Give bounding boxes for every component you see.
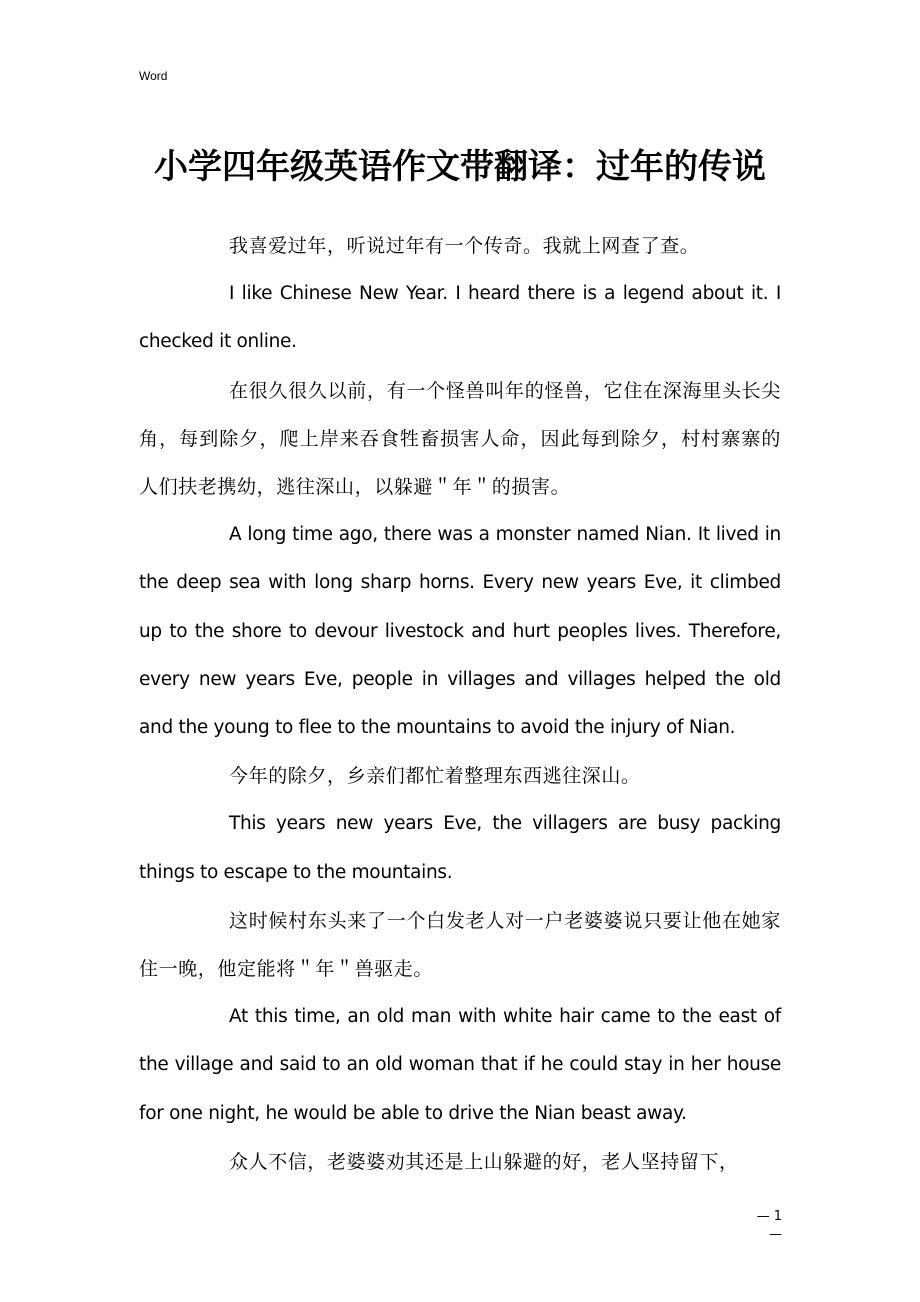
paragraph-zh-3: 今年的除夕，乡亲们都忙着整理东西逃往深山。 <box>229 765 641 788</box>
paragraph-zh-4: 这时候村东头来了一个白发老人对一户老婆婆说只要让他在她家住一晚，他定能将＂年＂兽驱走。 <box>139 909 781 981</box>
document-body <box>139 222 781 1186</box>
paragraph-en-4: At this time, an old man with white hair came to the east of the village and said to an old woman that if he could stay in her house for one night, he would be able to drive the Nian beast away. <box>139 1006 781 1124</box>
paragraph-en-2: A long time ago, there was a monster named Nian. It lived in the deep sea with long sharp horns. Every new years Eve, it climbed up to the shore to devour livestock and hurt peoples lives. Therefore, every new years Eve, people in villages and villages helped the old and the young to flee to the mountains to avoid the injury of Nian. <box>139 524 781 739</box>
paragraph-zh-5: 众人不信，老婆婆劝其还是上山躲避的好，老人坚持留下， <box>229 1150 739 1173</box>
paragraph-en-1: I like Chinese New Year. I heard there is a legend about it. I checked it online. <box>139 283 781 353</box>
page-number: — 1 — <box>756 1209 782 1242</box>
document-title: 小学四年级英语作文带翻译：过年的传说 <box>154 147 766 187</box>
paragraph-zh-2: 在很久很久以前，有一个怪兽叫年的怪兽，它住在深海里头长尖角，每到除夕，爬上岸来吞食牲畜损害人命，因此每到除夕，村村寨寨的人们扶老携幼，逃往深山，以躲避＂年＂的损害。 <box>139 379 781 499</box>
paragraph-zh-1: 我喜爱过年，听说过年有一个传奇。我就上网查了查。 <box>229 235 700 257</box>
header-label: Word <box>139 69 168 83</box>
paragraph-en-3: This years new years Eve, the villagers are busy packing things to escape to the mountains. <box>139 813 781 883</box>
